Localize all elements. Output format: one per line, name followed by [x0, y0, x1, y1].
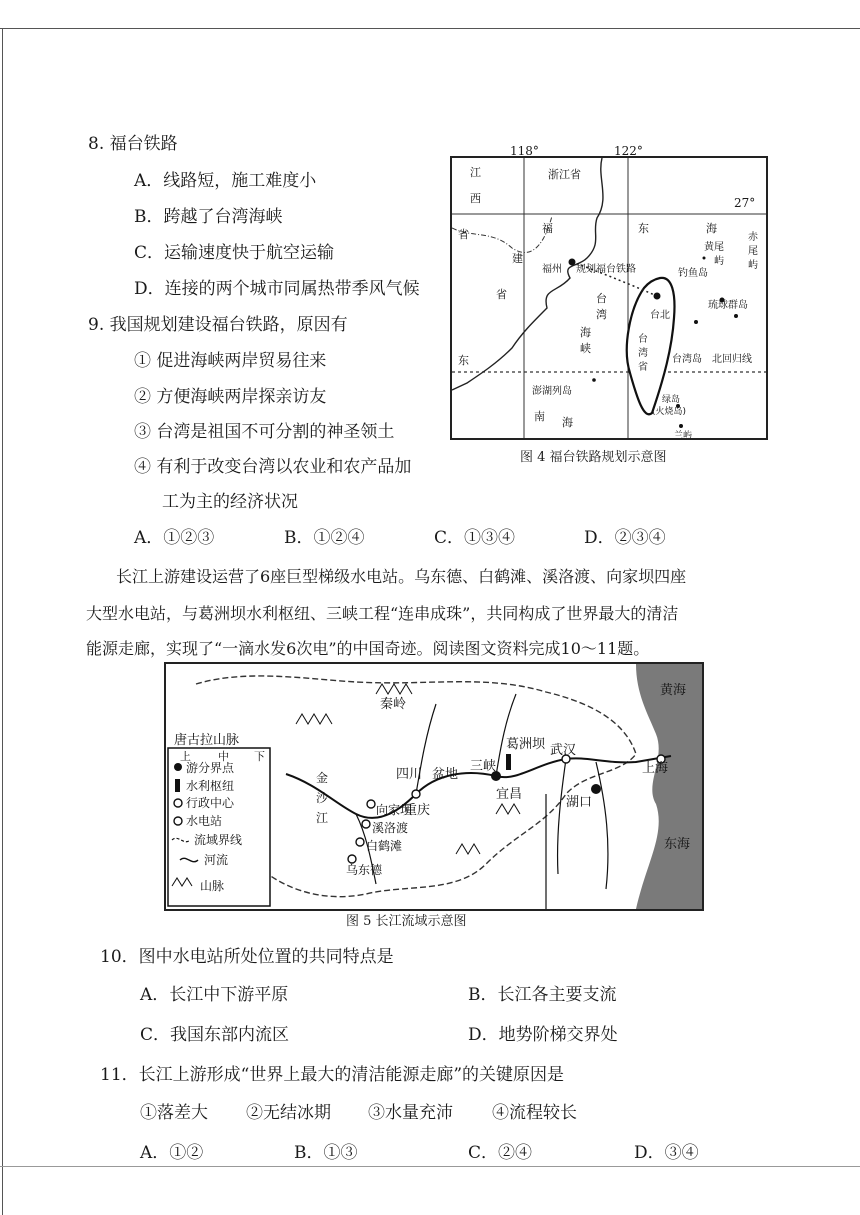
xiluodu-station: [362, 820, 370, 828]
page-left-border: [2, 28, 3, 1215]
label-ludao-2: (火烧岛): [652, 407, 687, 417]
lanyu-dot: [679, 424, 683, 428]
label-jinsha-2: 沙: [316, 791, 329, 805]
label-fujian-2: 建: [512, 252, 523, 265]
q9-item-4: ④ 有利于改变台湾以农业和农产品加: [134, 457, 412, 477]
penghu-dot: [592, 378, 596, 382]
q11-item-4: ④流程较长: [492, 1103, 577, 1123]
q9-choice-c: C．①③④: [434, 528, 516, 548]
label-taiwan-prov-2: 湾: [638, 348, 648, 359]
label-chiwei-3: 屿: [748, 260, 758, 271]
legend-xia: 下: [254, 750, 265, 763]
figure-4-svg: [452, 158, 766, 438]
label-hukou: 湖口: [566, 795, 593, 810]
label-shanghai: 上海: [642, 761, 669, 776]
fig4-lon-118-label: 118°: [510, 144, 539, 158]
label-tropic: 北回归线: [712, 354, 752, 365]
label-jiangxi-2: 西: [470, 192, 481, 205]
q11-item-3: ③水量充沛: [368, 1103, 453, 1123]
label-penghu: 澎湖列岛: [532, 386, 572, 397]
wudongde-station: [348, 855, 356, 863]
label-jiangxi-1: 江: [470, 166, 481, 179]
fig4-lon-122-label: 122°: [614, 144, 643, 158]
label-xiangjiaba: 向家坝: [376, 803, 413, 817]
chongqing-dot: [412, 790, 420, 798]
legend-item-1: 游分界点: [186, 761, 235, 775]
passage-line-3: 能源走廊，实现了“一滴水发6次电”的中国奇迹。阅读图文资料完成10～11题。: [86, 639, 650, 658]
label-strait-2: 湾: [596, 308, 607, 321]
taiwan-island-shape: [627, 278, 675, 414]
mountain-2: [296, 714, 332, 724]
q9-choice-d: D．②③④: [584, 528, 666, 548]
q9-item-1: ① 促进海峡两岸贸易往来: [134, 351, 327, 371]
xiangjiaba-station: [367, 800, 375, 808]
label-taiwan-island: 台湾岛: [672, 354, 702, 365]
taibei-dot: [654, 293, 661, 300]
legend-zhong: 中: [218, 750, 229, 763]
page-top-border: [0, 28, 860, 29]
fuzhou-dot: [569, 259, 576, 266]
legend-item-5: 流域界线: [194, 833, 243, 847]
label-fujian-1: 福: [542, 222, 553, 235]
label-jinsha-3: 江: [316, 811, 329, 825]
fig4-caption: 图 4 福台铁路规划示意图: [520, 450, 667, 465]
legend-dam-icon: [175, 779, 180, 792]
qinling-mountain: [376, 684, 412, 694]
page-bottom-border: [0, 1166, 860, 1167]
label-huangwei-2: 屿: [714, 256, 724, 267]
label-diaoyu: 钓鱼岛: [678, 268, 708, 279]
legend-item-3: 行政中心: [186, 796, 235, 810]
q11-stem: 11．长江上游形成“世界上最大的清洁能源走廊”的关键原因是: [100, 1065, 565, 1085]
label-wuhan: 武汉: [550, 743, 577, 758]
q11-item-1: ①落差大: [140, 1103, 208, 1123]
label-strait-1: 台: [596, 292, 607, 305]
legend-item-2: 水利枢纽: [186, 779, 235, 793]
q8-stem: 8. 福台铁路: [88, 134, 178, 154]
label-baihetan: 白鹤滩: [366, 839, 403, 853]
passage-line-1: 长江上游建设运营了6座巨型梯级水电站。乌东德、白鹤滩、溪洛渡、向家坝四座: [116, 567, 687, 586]
ryukyu-island-2: [734, 314, 738, 318]
label-nan: 南: [534, 410, 545, 423]
label-ludao-1: 绿岛: [662, 395, 681, 405]
label-gezhouba: 葛洲坝: [506, 737, 546, 752]
q8-option-d: D．连接的两个城市同属热带季风气候: [134, 279, 420, 299]
q10-option-b: B．长江各主要支流: [468, 985, 617, 1005]
q11-choice-a: A．①②: [140, 1143, 204, 1163]
label-hai2: 海: [562, 416, 573, 429]
hukou-dot: [591, 784, 601, 794]
q10-stem: 10．图中水电站所处位置的共同特点是: [100, 947, 394, 967]
label-huangwei-1: 黄尾: [704, 242, 724, 253]
label-zhejiang: 浙江省: [548, 168, 581, 181]
label-lanyu: 兰屿: [674, 431, 693, 438]
q10-option-c: C．我国东部内流区: [140, 1025, 290, 1045]
label-dong-left: 东: [458, 354, 469, 367]
tributary-xiang: [558, 759, 566, 874]
q8-option-c: C．运输速度快于航空运输: [134, 243, 335, 263]
q9-item-3: ③ 台湾是祖国不可分割的神圣领土: [134, 422, 395, 442]
ryukyu-island-3: [694, 320, 698, 324]
sanxia-dam-marker: [506, 754, 511, 770]
label-tanggula: 唐古拉山脉: [174, 733, 240, 748]
label-huanghai: 黄海: [660, 683, 687, 698]
q9-stem: 9. 我国规划建设福台铁路，原因有: [88, 315, 348, 335]
label-taiwan-prov-1: 台: [638, 334, 648, 345]
label-ryukyu: 琉球群岛: [708, 300, 748, 311]
figure-5-map: [164, 662, 704, 911]
label-strait-4: 峡: [580, 342, 591, 355]
figure-4-map: [450, 156, 768, 440]
label-chongqing: 重庆: [404, 803, 431, 818]
fig4-lat-27-label: 27°: [734, 196, 756, 210]
label-jinsha-1: 金: [316, 771, 329, 785]
label-taibei: 台北: [650, 310, 670, 321]
label-sichuan: 四川: [396, 767, 423, 782]
baihetan-station: [356, 838, 364, 846]
mountain-3: [496, 804, 520, 814]
passage-line-2: 大型水电站，与葛洲坝水利枢纽、三峡工程“连串成珠”，共同构成了世界最大的清洁: [86, 604, 679, 623]
q9-choice-a: A．①②③: [134, 528, 215, 548]
label-fujian-left: 省: [458, 228, 469, 241]
label-fuzhou: 福州: [542, 264, 562, 275]
diaoyu-island-dot: [703, 257, 706, 260]
label-donghai: 东海: [664, 837, 691, 852]
tributary-gan: [596, 762, 608, 889]
q11-item-2: ②无结冰期: [246, 1103, 331, 1123]
q11-choice-c: C．②④: [468, 1143, 533, 1163]
q8-option-a: A．线路短，施工难度小: [134, 171, 317, 191]
legend-item-7: 山脉: [200, 879, 225, 893]
mountain-4: [456, 844, 480, 854]
label-sanxia: 三峡: [470, 759, 497, 774]
figure-5-svg: [166, 664, 702, 909]
q10-option-d: D．地势阶梯交界处: [468, 1025, 618, 1045]
label-hai: 海: [706, 222, 717, 235]
label-railway: 规划福台铁路: [576, 264, 636, 275]
label-dong: 东: [638, 222, 649, 235]
q8-option-b: B．跨越了台湾海峡: [134, 207, 283, 227]
q10-option-a: A．长江中下游平原: [140, 985, 289, 1005]
legend-item-6: 河流: [204, 853, 229, 867]
label-wudongde: 乌东德: [346, 863, 383, 877]
label-xiluodu: 溪洛渡: [372, 821, 409, 835]
label-strait-3: 海: [580, 326, 591, 339]
label-chiwei-2: 尾: [748, 246, 758, 257]
q9-item-2: ② 方便海峡两岸探亲访友: [134, 387, 327, 407]
label-fujian-3: 省: [496, 288, 507, 301]
legend-shang: 上: [180, 750, 191, 763]
q9-item-4-cont: 工为主的经济状况: [162, 492, 298, 512]
legend-boundary-point-icon: [174, 763, 182, 771]
label-pendi: 盆地: [432, 767, 459, 782]
label-yichang: 宜昌: [496, 787, 523, 802]
legend-item-4: 水电站: [186, 814, 223, 828]
label-chiwei-1: 赤: [748, 232, 758, 243]
sea-area: [636, 664, 702, 909]
label-qinling: 秦岭: [380, 697, 407, 712]
q9-choice-b: B．①②④: [284, 528, 365, 548]
fig5-caption: 图 5 长江流域示意图: [346, 914, 467, 929]
label-taiwan-prov-3: 省: [638, 362, 648, 373]
q11-choice-b: B．①③: [294, 1143, 358, 1163]
q11-choice-d: D．③④: [634, 1143, 699, 1163]
